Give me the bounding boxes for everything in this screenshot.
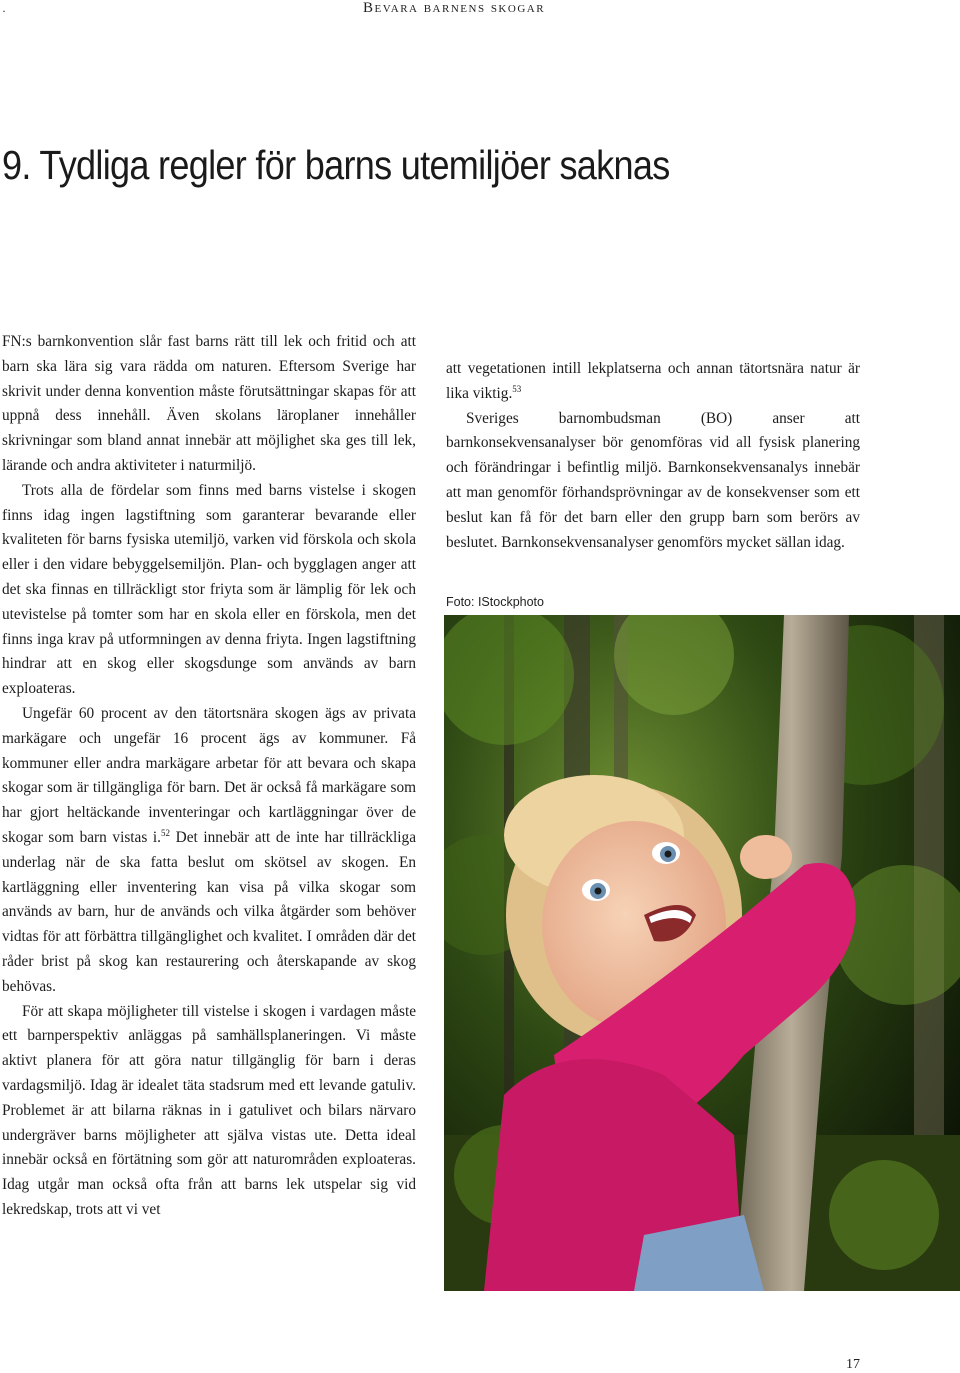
paragraph-legislation: Trots alla de fördelar som finns med barns vistelse i skogen finns idag ingen lagstiftning som garanterar bevarande eller kvaliteten för barns fysiska utemiljö, varken vid förskola och skola eller i den vidare bebyggelsemiljön. Plan- och bygglagen anger att det ska finnas en tillräckligt stor friyta som är lämplig för lek och utevistelse på tomter som har en skola eller en förskola, men det finns inga krav på utformningen av denna friyta. Ingen lagstiftning hindrar att en skog eller skogsdunge som används av barn exploateras. [2,481,416,698]
left-text-column [2,330,416,1223]
footnote-marker: 53 [512,383,522,394]
paragraph-continuation-text: att vegetationen intill lekplatserna och annan tätortsnära natur är lika viktig. [446,360,860,402]
running-header: Bevara barnens skogar [363,0,546,16]
paragraph-children-ombudsman: Sveriges barnombudsman (BO) anser att barnkonsekvensanalyser bör genomföras vid all fysisk planering och förändringar i befintlig miljö. Barnkonsekvensanalys innebär att man genomför förhandsprövningar av de konsekvenser som ett beslut kan få för det barn eller den grupp barn som berörs av beslutet. Barnkonsekvensanalyser genomförs mycket sällan idag. [446,409,860,551]
paragraph-ownership-continuation: Det innebär att de inte har tillräckliga underlag när de ska fatta beslut om skötsel av skogen. En kartläggning eller inventering kan visa på vilka skogar som används av barn, hur de används och vilka åtgärder som behöver vidtas för att förbättra tillgänglighet och kvalitet. I områden där det råder brist på skog kan restaurering och återskapande av skog behövas. [2,828,416,995]
photo-illustration [444,615,960,1291]
footnote-marker: 52 [161,827,170,838]
corner-mark: · [2,4,6,18]
paragraph-intro: FN:s barnkonvention slår fast barns rätt till lek och fritid och att barn ska lära sig vara rädda om naturen. Eftersom Sverige har skrivit under denna konvention måste förutsättningar skapas för att uppnå dess innehåll. Även skolans läroplaner innehåller skrivningar som bland annat innebär att möjlighet ska ges till lek, lärande och andra aktiviteter i naturmiljö. [2,333,416,474]
photo-girl-hugging-tree [444,615,960,1291]
right-text-column [446,357,860,555]
photo-credit: Foto: IStockphoto [446,595,544,609]
chapter-title: 9. Tydliga regler för barns utemiljöer saknas [2,142,670,188]
paragraph-ownership [2,702,416,1000]
page-number: 17 [846,1357,860,1372]
paragraph-continuation [446,357,860,407]
paragraph-ownership-text: Ungefär 60 procent av den tätortsnära skogen ägs av privata markägare och ungefär 16 procent ägs av kommuner. Få kommuner eller andra markägare arbetar för att bevara och skapa skogar som är tillgängliga för barn. Det är också få markägare som har gjort heltäckande inventeringar och kartläggningar över de skogar som barn vistas i. [2,704,416,846]
paragraph-planning: För att skapa möjligheter till vistelse i skogen i vardagen måste ett barnperspektiv anläggas på samhällsplaneringen. Vi måste aktivt planera för att göra natur tillgänglig för barn i deras vardagsmiljö. Idag är idealet täta stadsrum med ett levande gatuliv. Problemet är att bilarna räknas in i gatulivet och bilars närvaro undergräver barns möjligheter att själva vistas ute. Detta ideal innebär också en förtätning som gör att naturområden exploateras. Idag utgår man också ofta från att barns lek utspelar sig vid lekredskap, trots att vi vet [2,1002,416,1218]
